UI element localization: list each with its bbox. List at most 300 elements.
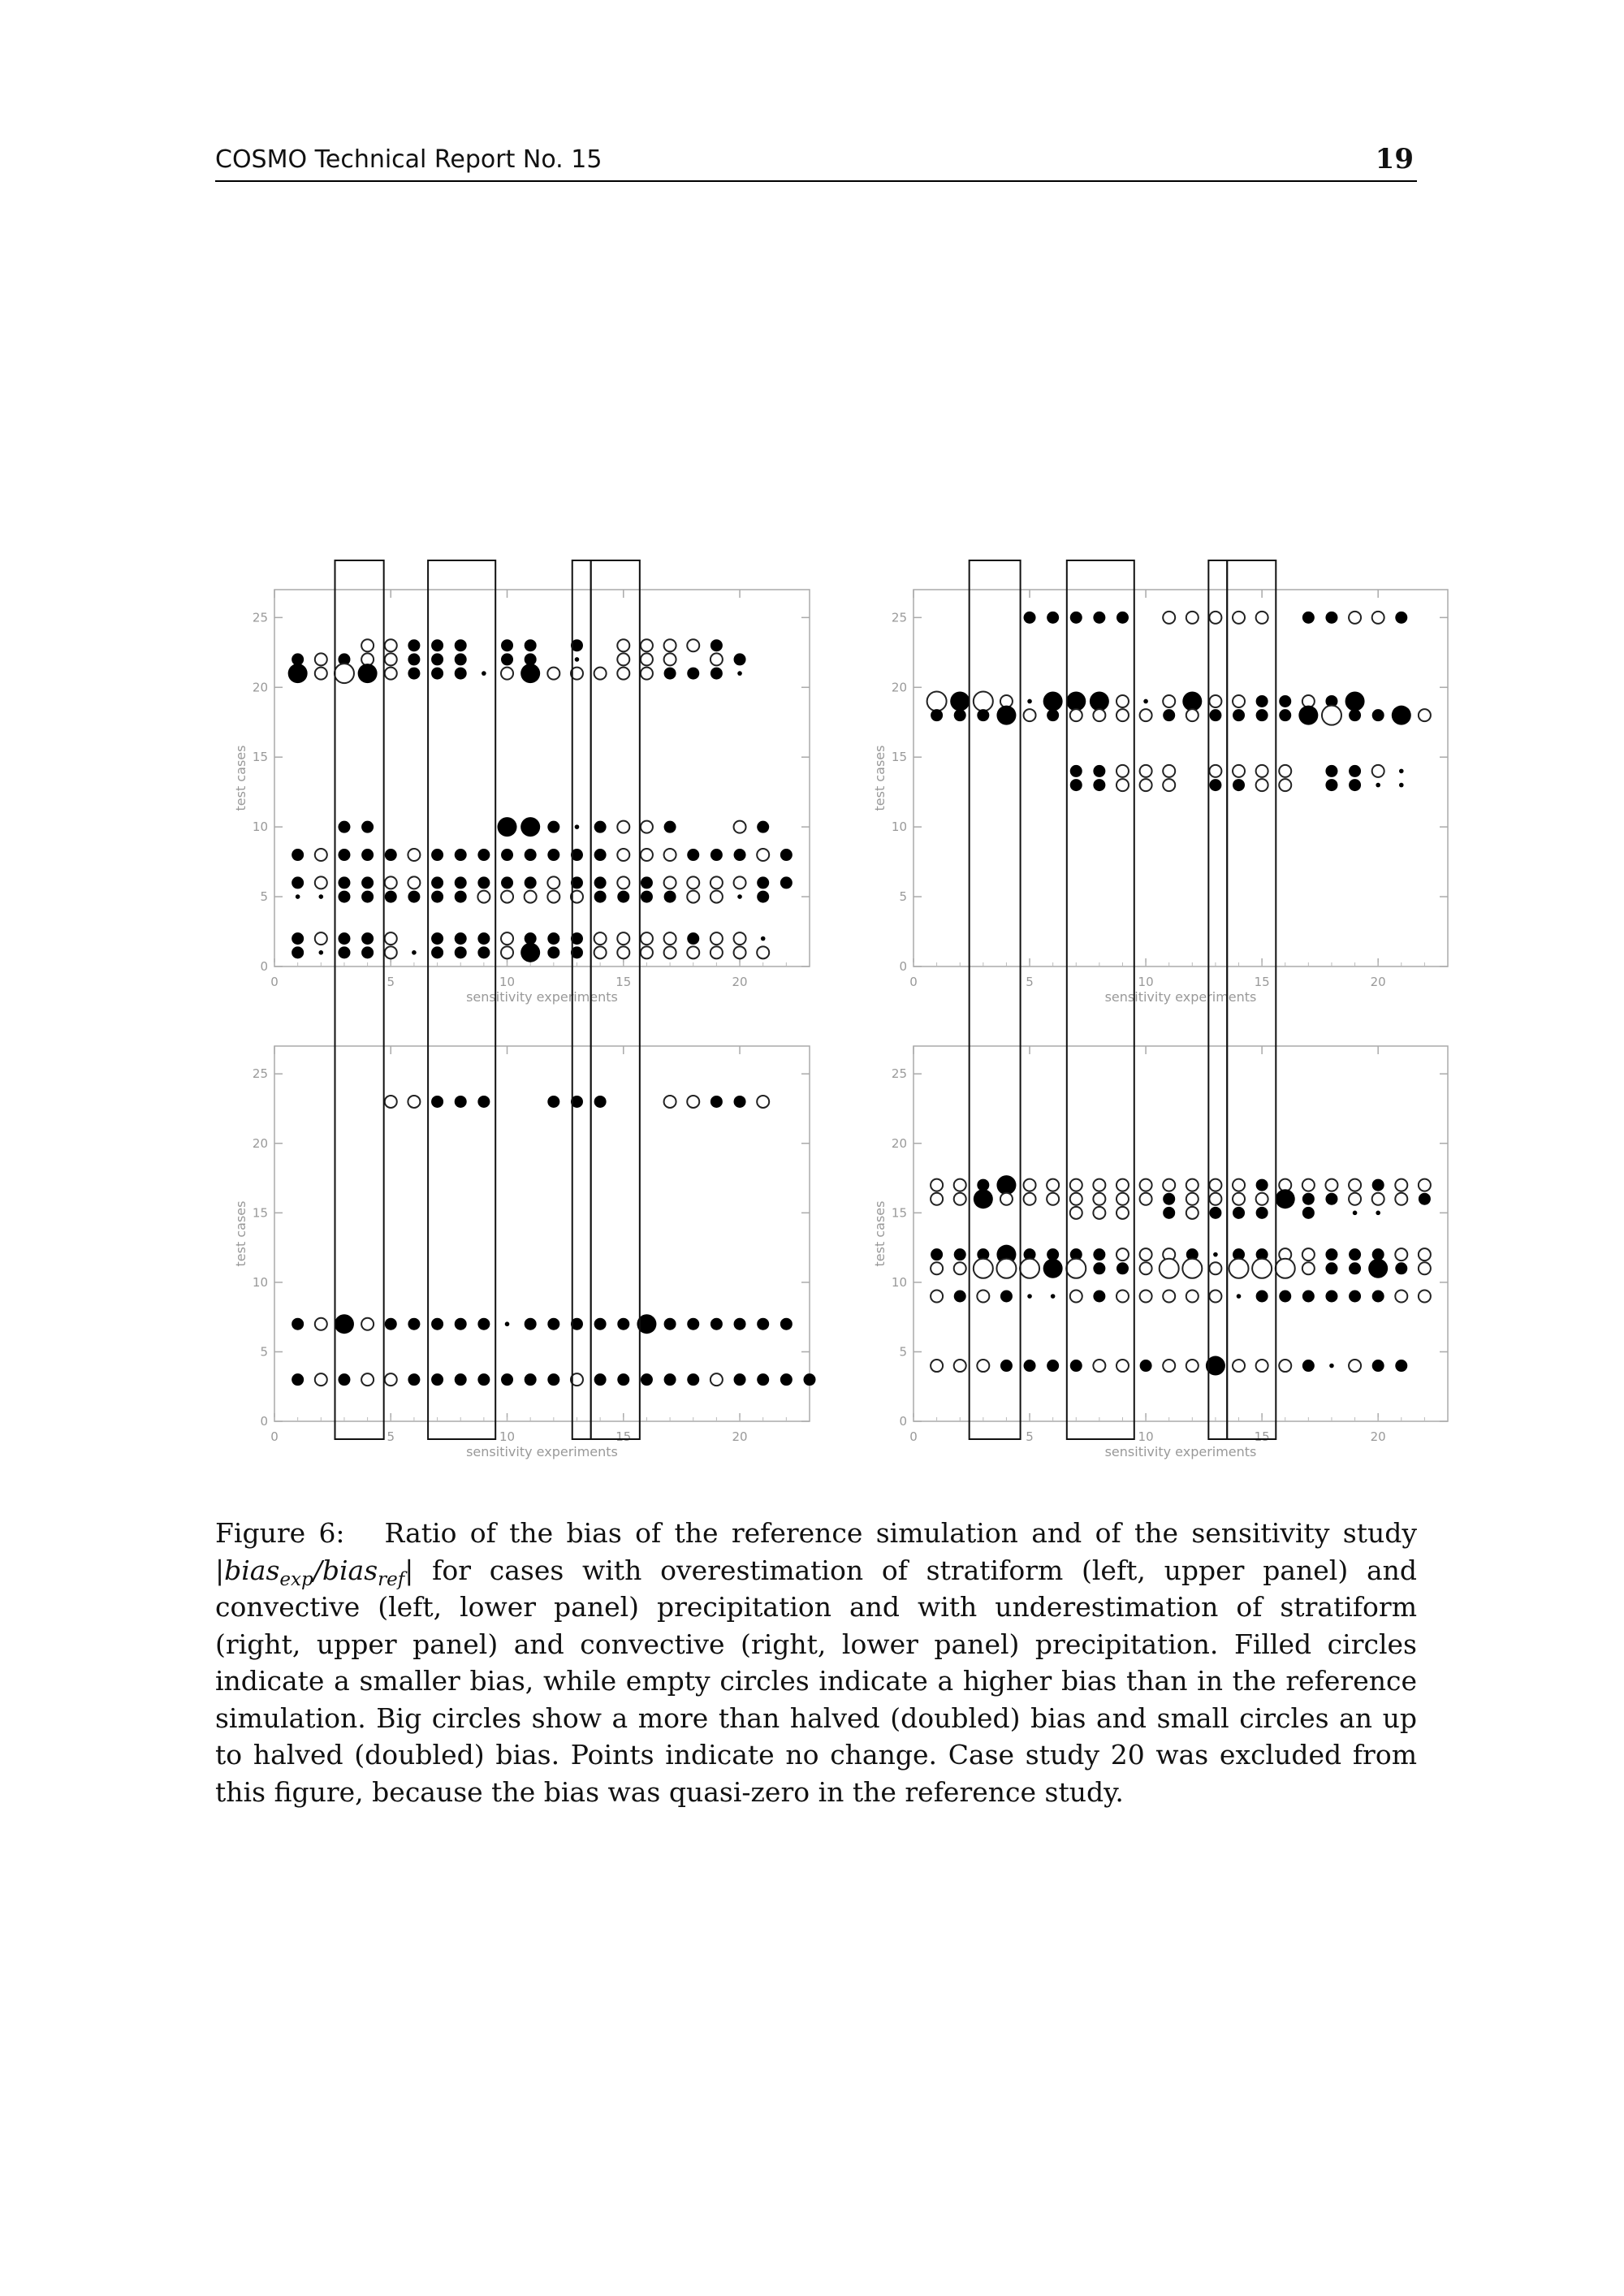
marker-empty-small bbox=[501, 668, 513, 680]
marker-empty-small bbox=[1116, 695, 1129, 707]
marker-empty-small bbox=[664, 849, 676, 861]
marker-filled-small bbox=[1047, 709, 1059, 721]
marker-filled-small bbox=[1116, 612, 1129, 624]
marker-filled-small bbox=[455, 876, 467, 889]
marker-empty-small bbox=[1233, 695, 1245, 707]
marker-empty-small bbox=[617, 849, 629, 861]
marker-empty-big bbox=[974, 691, 993, 711]
marker-filled-small bbox=[1093, 765, 1105, 777]
x-tick-label: 0 bbox=[270, 975, 279, 989]
plot-panel-1 bbox=[233, 590, 810, 1005]
marker-filled-big bbox=[1066, 691, 1086, 711]
marker-filled-big bbox=[1392, 706, 1411, 725]
marker-empty-small bbox=[1233, 612, 1245, 624]
page-number: 19 bbox=[1375, 143, 1414, 175]
marker-empty-small bbox=[315, 932, 327, 945]
marker-filled-small bbox=[594, 821, 607, 833]
marker-filled-small bbox=[1163, 1207, 1175, 1219]
marker-filled-small bbox=[1325, 1248, 1337, 1260]
marker-empty-small bbox=[641, 821, 653, 833]
marker-empty-small bbox=[664, 653, 676, 665]
marker-empty-small bbox=[1419, 1248, 1431, 1260]
marker-empty-small bbox=[501, 932, 513, 945]
marker-filled-small bbox=[1093, 1291, 1105, 1303]
marker-filled-small bbox=[292, 1373, 304, 1386]
marker-empty-small bbox=[1419, 1262, 1431, 1274]
marker-filled-small bbox=[710, 849, 723, 861]
marker-filled-small bbox=[547, 932, 559, 945]
marker-empty-small bbox=[641, 946, 653, 958]
marker-filled-small bbox=[547, 946, 559, 958]
marker-empty-small bbox=[385, 932, 397, 945]
marker-filled-small bbox=[1325, 1193, 1337, 1205]
marker-filled-small bbox=[734, 653, 746, 665]
marker-filled-small bbox=[1000, 1360, 1013, 1372]
marker-empty-small bbox=[1233, 765, 1245, 777]
y-tick-label: 10 bbox=[891, 819, 907, 835]
marker-filled-small bbox=[710, 1318, 723, 1330]
marker-empty-small bbox=[501, 946, 513, 958]
marker-filled-small bbox=[687, 1373, 699, 1386]
caption-label: Figure 6: bbox=[215, 1517, 345, 1549]
report-title: COSMO Technical Report No. 15 bbox=[215, 145, 603, 174]
marker-empty-small bbox=[757, 1096, 769, 1108]
marker-empty-small bbox=[594, 946, 607, 958]
marker-empty-small bbox=[1209, 695, 1221, 707]
marker-filled-small bbox=[292, 932, 304, 945]
marker-empty-small bbox=[931, 1360, 943, 1372]
marker-empty-small bbox=[1163, 612, 1175, 624]
marker-empty-small bbox=[1233, 1179, 1245, 1191]
y-tick-label: 20 bbox=[252, 1135, 268, 1151]
marker-empty-big bbox=[1066, 1259, 1086, 1278]
marker-empty-small bbox=[408, 1096, 420, 1108]
marker-empty-small bbox=[710, 932, 723, 945]
marker-filled-small bbox=[385, 1318, 397, 1330]
marker-empty-small bbox=[1163, 779, 1175, 791]
marker-filled-small bbox=[757, 1373, 769, 1386]
marker-empty-small bbox=[977, 1291, 989, 1303]
plot-frame bbox=[274, 1046, 810, 1421]
marker-empty-small bbox=[1116, 1193, 1129, 1205]
marker-filled-small bbox=[501, 849, 513, 861]
marker-filled-small bbox=[1325, 779, 1337, 791]
marker-empty-small bbox=[1093, 1207, 1105, 1219]
marker-point bbox=[1399, 769, 1404, 774]
marker-filled-small bbox=[385, 849, 397, 861]
marker-filled-small bbox=[1116, 1262, 1129, 1274]
marker-filled-small bbox=[594, 1373, 607, 1386]
marker-filled-small bbox=[477, 932, 490, 945]
plot-panel-4 bbox=[872, 1046, 1448, 1459]
marker-empty-small bbox=[408, 876, 420, 889]
marker-filled-small bbox=[547, 849, 559, 861]
marker-empty-small bbox=[315, 1373, 327, 1386]
marker-filled-small bbox=[617, 1318, 629, 1330]
marker-filled-small bbox=[455, 653, 467, 665]
marker-empty-small bbox=[1116, 1207, 1129, 1219]
marker-empty-small bbox=[361, 1373, 374, 1386]
marker-empty-small bbox=[1349, 1360, 1361, 1372]
marker-filled-small bbox=[455, 946, 467, 958]
x-tick-label: 10 bbox=[499, 975, 516, 989]
marker-point bbox=[319, 950, 324, 955]
marker-filled-small bbox=[710, 639, 723, 651]
marker-filled-small bbox=[361, 849, 374, 861]
marker-point bbox=[1027, 699, 1032, 704]
marker-empty-big bbox=[1229, 1259, 1249, 1278]
marker-filled-big bbox=[498, 817, 517, 837]
marker-filled-small bbox=[525, 1373, 537, 1386]
marker-point bbox=[761, 936, 766, 941]
marker-filled-small bbox=[617, 891, 629, 903]
marker-filled-small bbox=[455, 1373, 467, 1386]
marker-empty-small bbox=[1140, 1248, 1152, 1260]
marker-filled-small bbox=[431, 1318, 443, 1330]
x-tick-label: 5 bbox=[1026, 1429, 1034, 1444]
marker-empty-small bbox=[617, 946, 629, 958]
marker-filled-small bbox=[687, 849, 699, 861]
y-tick-label: 10 bbox=[252, 819, 268, 835]
marker-empty-big bbox=[927, 691, 947, 711]
marker-empty-small bbox=[1256, 765, 1268, 777]
marker-empty-small bbox=[1186, 1360, 1199, 1372]
x-tick-label: 15 bbox=[615, 1429, 632, 1444]
marker-empty-small bbox=[641, 653, 653, 665]
y-tick-label: 5 bbox=[899, 1344, 907, 1360]
marker-filled-small bbox=[1233, 779, 1245, 791]
marker-filled-small bbox=[1372, 1291, 1384, 1303]
marker-filled-small bbox=[547, 1373, 559, 1386]
marker-empty-small bbox=[315, 1318, 327, 1330]
marker-filled-small bbox=[455, 1096, 467, 1108]
marker-filled-small bbox=[664, 1318, 676, 1330]
marker-filled-small bbox=[477, 876, 490, 889]
y-axis-label: test cases bbox=[233, 745, 248, 811]
marker-filled-small bbox=[477, 946, 490, 958]
marker-filled-small bbox=[408, 1373, 420, 1386]
marker-filled-small bbox=[1372, 709, 1384, 721]
marker-empty-small bbox=[385, 1096, 397, 1108]
marker-filled-big bbox=[1276, 1189, 1295, 1209]
marker-filled-small bbox=[501, 1373, 513, 1386]
marker-filled-big bbox=[1345, 691, 1365, 711]
marker-empty-small bbox=[361, 1318, 374, 1330]
y-tick-label: 10 bbox=[891, 1274, 907, 1290]
marker-filled-small bbox=[1395, 1360, 1407, 1372]
marker-empty-small bbox=[977, 1360, 989, 1372]
marker-filled-small bbox=[1070, 612, 1082, 624]
marker-filled-small bbox=[1256, 1207, 1268, 1219]
marker-empty-small bbox=[408, 849, 420, 861]
marker-empty-small bbox=[1093, 1193, 1105, 1205]
marker-empty-small bbox=[1372, 612, 1384, 624]
marker-filled-small bbox=[1419, 1193, 1431, 1205]
marker-filled-small bbox=[477, 1373, 490, 1386]
marker-empty-small bbox=[1163, 765, 1175, 777]
marker-point bbox=[1237, 1294, 1242, 1299]
marker-point bbox=[505, 1321, 510, 1326]
marker-filled-small bbox=[1000, 1291, 1013, 1303]
marker-filled-big bbox=[996, 1175, 1016, 1195]
marker-filled-small bbox=[477, 1318, 490, 1330]
marker-filled-small bbox=[408, 668, 420, 680]
marker-filled-small bbox=[1024, 612, 1036, 624]
marker-empty-small bbox=[954, 1262, 966, 1274]
marker-empty-small bbox=[1163, 1291, 1175, 1303]
marker-empty-small bbox=[1047, 1179, 1059, 1191]
marker-empty-small bbox=[617, 668, 629, 680]
marker-point bbox=[1213, 1252, 1218, 1257]
marker-filled-small bbox=[780, 876, 793, 889]
marker-empty-small bbox=[1116, 1291, 1129, 1303]
y-tick-label: 25 bbox=[891, 610, 907, 625]
y-axis-label: test cases bbox=[872, 745, 888, 811]
marker-empty-small bbox=[1140, 779, 1152, 791]
marker-filled-small bbox=[1325, 1291, 1337, 1303]
marker-filled-small bbox=[1070, 1360, 1082, 1372]
marker-empty-small bbox=[1116, 1248, 1129, 1260]
marker-empty-small bbox=[931, 1291, 943, 1303]
marker-filled-small bbox=[525, 1318, 537, 1330]
marker-empty-small bbox=[1093, 1360, 1105, 1372]
x-axis-label: sensitivity experiments bbox=[466, 1444, 618, 1459]
marker-empty-small bbox=[687, 639, 699, 651]
marker-empty-small bbox=[757, 849, 769, 861]
marker-point bbox=[1143, 699, 1148, 704]
marker-empty-small bbox=[1256, 612, 1268, 624]
marker-empty-small bbox=[954, 1179, 966, 1191]
marker-point bbox=[575, 824, 580, 829]
marker-filled-small bbox=[431, 891, 443, 903]
marker-empty-small bbox=[617, 653, 629, 665]
marker-empty-small bbox=[710, 946, 723, 958]
marker-filled-small bbox=[1279, 695, 1291, 707]
marker-filled-small bbox=[525, 639, 537, 651]
marker-point bbox=[482, 671, 486, 676]
x-tick-label: 20 bbox=[1370, 1429, 1386, 1444]
marker-empty-small bbox=[1349, 1193, 1361, 1205]
marker-filled-small bbox=[1372, 1360, 1384, 1372]
marker-empty-small bbox=[687, 876, 699, 889]
marker-empty-small bbox=[641, 849, 653, 861]
marker-filled-small bbox=[641, 1373, 653, 1386]
marker-empty-small bbox=[1209, 1262, 1221, 1274]
x-tick-label: 5 bbox=[387, 975, 395, 989]
marker-empty-small bbox=[1395, 1193, 1407, 1205]
marker-empty-small bbox=[1186, 1207, 1199, 1219]
marker-filled-small bbox=[361, 932, 374, 945]
marker-empty-small bbox=[687, 891, 699, 903]
marker-empty-small bbox=[664, 932, 676, 945]
marker-filled-small bbox=[710, 668, 723, 680]
marker-filled-small bbox=[431, 639, 443, 651]
marker-empty-small bbox=[1395, 1179, 1407, 1191]
x-axis-label: sensitivity experiments bbox=[466, 989, 618, 1005]
marker-filled-small bbox=[687, 668, 699, 680]
marker-filled-small bbox=[338, 891, 350, 903]
marker-filled-small bbox=[431, 932, 443, 945]
caption-text-end: for cases with overestimation of stratiform (left, upper panel) and convective (left, lower panel) precipitation and with underestimation of stratiform (right, upper panel) and convective (right, lower panel) precipitation. Filled circles indicate a smaller bias, while empty circles indicate a higher bias than in the reference simulation. Big circles show a more than halved (doubled) bias and small circles an up to halved (doubled) bias. Points indicate no change. Case study 20 was excluded from this figure, because the bias was quasi-zero in the reference study. bbox=[215, 1554, 1417, 1808]
marker-filled-small bbox=[1070, 765, 1082, 777]
marker-empty-small bbox=[1372, 765, 1384, 777]
marker-filled-big bbox=[288, 664, 308, 683]
marker-filled-small bbox=[931, 1248, 943, 1260]
marker-empty-small bbox=[1140, 765, 1152, 777]
marker-empty-small bbox=[361, 639, 374, 651]
x-tick-label: 0 bbox=[909, 1429, 918, 1444]
marker-filled-small bbox=[1093, 779, 1105, 791]
marker-empty-small bbox=[315, 653, 327, 665]
plot-frame bbox=[274, 590, 810, 966]
marker-filled-small bbox=[734, 849, 746, 861]
marker-filled-small bbox=[455, 1318, 467, 1330]
marker-empty-small bbox=[1116, 765, 1129, 777]
marker-empty-small bbox=[547, 891, 559, 903]
plot-panel-3 bbox=[872, 590, 1448, 1005]
marker-filled-small bbox=[431, 653, 443, 665]
marker-filled-small bbox=[804, 1373, 816, 1386]
marker-empty-small bbox=[734, 876, 746, 889]
marker-filled-small bbox=[687, 932, 699, 945]
marker-filled-small bbox=[1024, 1360, 1036, 1372]
caption-text-start: Ratio of the bias of the reference simulation and of the sensitivity study bbox=[384, 1517, 1417, 1549]
x-tick-label: 20 bbox=[732, 975, 748, 989]
marker-filled-small bbox=[757, 821, 769, 833]
marker-empty-big bbox=[1322, 706, 1341, 725]
marker-filled-small bbox=[408, 639, 420, 651]
highlight-box-left-1 bbox=[335, 560, 383, 1439]
marker-filled-small bbox=[431, 876, 443, 889]
marker-point bbox=[1353, 1211, 1358, 1216]
marker-filled-big bbox=[358, 664, 378, 683]
marker-filled-big bbox=[1368, 1259, 1388, 1278]
marker-filled-small bbox=[641, 891, 653, 903]
marker-empty-small bbox=[385, 653, 397, 665]
marker-empty-small bbox=[734, 821, 746, 833]
marker-filled-small bbox=[292, 849, 304, 861]
marker-empty-small bbox=[1093, 709, 1105, 721]
marker-empty-small bbox=[641, 639, 653, 651]
marker-filled-big bbox=[1043, 691, 1063, 711]
marker-filled-big bbox=[1298, 706, 1318, 725]
marker-filled-small bbox=[1256, 695, 1268, 707]
marker-empty-small bbox=[1093, 1179, 1105, 1191]
marker-filled-small bbox=[1349, 709, 1361, 721]
marker-filled-small bbox=[292, 1318, 304, 1330]
marker-filled-small bbox=[1256, 1291, 1268, 1303]
y-tick-label: 5 bbox=[260, 1344, 268, 1360]
marker-filled-small bbox=[757, 891, 769, 903]
marker-filled-small bbox=[1233, 709, 1245, 721]
y-tick-label: 0 bbox=[260, 1414, 268, 1429]
marker-empty-small bbox=[1209, 1179, 1221, 1191]
marker-filled-small bbox=[664, 891, 676, 903]
marker-filled-small bbox=[1302, 612, 1315, 624]
marker-empty-small bbox=[617, 876, 629, 889]
y-tick-label: 0 bbox=[260, 959, 268, 974]
marker-empty-small bbox=[1070, 1179, 1082, 1191]
marker-filled-small bbox=[1302, 1360, 1315, 1372]
marker-filled-small bbox=[780, 1373, 793, 1386]
marker-filled-small bbox=[1070, 779, 1082, 791]
marker-empty-small bbox=[1279, 765, 1291, 777]
marker-empty-small bbox=[315, 849, 327, 861]
marker-filled-small bbox=[408, 1318, 420, 1330]
marker-empty-small bbox=[617, 639, 629, 651]
marker-filled-small bbox=[1372, 1179, 1384, 1191]
marker-empty-small bbox=[931, 1193, 943, 1205]
marker-filled-small bbox=[1395, 612, 1407, 624]
marker-filled-small bbox=[547, 821, 559, 833]
x-tick-label: 5 bbox=[1026, 975, 1034, 989]
marker-point bbox=[319, 894, 324, 899]
marker-empty-small bbox=[1163, 695, 1175, 707]
marker-empty-small bbox=[1047, 1193, 1059, 1205]
marker-empty-small bbox=[1256, 779, 1268, 791]
marker-filled-small bbox=[641, 876, 653, 889]
figure-caption bbox=[215, 1515, 1417, 1810]
marker-empty-small bbox=[687, 1096, 699, 1108]
marker-filled-small bbox=[734, 1096, 746, 1108]
y-tick-label: 15 bbox=[252, 1205, 268, 1221]
marker-empty-big bbox=[1252, 1259, 1272, 1278]
marker-filled-big bbox=[520, 943, 540, 962]
marker-filled-small bbox=[501, 639, 513, 651]
marker-filled-big bbox=[335, 1314, 354, 1334]
marker-empty-small bbox=[1395, 1291, 1407, 1303]
marker-filled-small bbox=[477, 1096, 490, 1108]
marker-filled-big bbox=[1090, 691, 1109, 711]
marker-filled-small bbox=[687, 1318, 699, 1330]
marker-filled-small bbox=[954, 1248, 966, 1260]
y-tick-label: 15 bbox=[891, 750, 907, 765]
marker-empty-big bbox=[996, 1259, 1016, 1278]
marker-empty-small bbox=[525, 891, 537, 903]
marker-empty-small bbox=[1116, 1360, 1129, 1372]
marker-empty-big bbox=[1020, 1259, 1039, 1278]
plot-frame bbox=[914, 590, 1448, 966]
marker-empty-small bbox=[547, 668, 559, 680]
marker-empty-big bbox=[335, 664, 354, 683]
marker-point bbox=[737, 894, 742, 899]
marker-empty-small bbox=[1140, 1179, 1152, 1191]
marker-empty-small bbox=[1070, 1291, 1082, 1303]
marker-empty-small bbox=[594, 932, 607, 945]
marker-filled-small bbox=[664, 1373, 676, 1386]
marker-filled-small bbox=[734, 1318, 746, 1330]
marker-empty-small bbox=[1186, 1291, 1199, 1303]
marker-empty-big bbox=[1160, 1259, 1179, 1278]
y-axis-label: test cases bbox=[233, 1200, 248, 1267]
marker-filled-small bbox=[338, 1373, 350, 1386]
marker-empty-small bbox=[1024, 1179, 1036, 1191]
marker-empty-small bbox=[1140, 1193, 1152, 1205]
marker-filled-small bbox=[931, 709, 943, 721]
marker-filled-big bbox=[1182, 691, 1202, 711]
marker-filled-small bbox=[1047, 612, 1059, 624]
marker-filled-small bbox=[1279, 709, 1291, 721]
y-tick-label: 20 bbox=[252, 680, 268, 695]
marker-filled-small bbox=[1093, 1248, 1105, 1260]
marker-point bbox=[296, 894, 300, 899]
marker-point bbox=[1376, 1211, 1380, 1216]
marker-empty-small bbox=[641, 668, 653, 680]
marker-empty-small bbox=[710, 653, 723, 665]
marker-filled-small bbox=[954, 709, 966, 721]
marker-filled-small bbox=[1163, 1193, 1175, 1205]
marker-filled-small bbox=[455, 932, 467, 945]
